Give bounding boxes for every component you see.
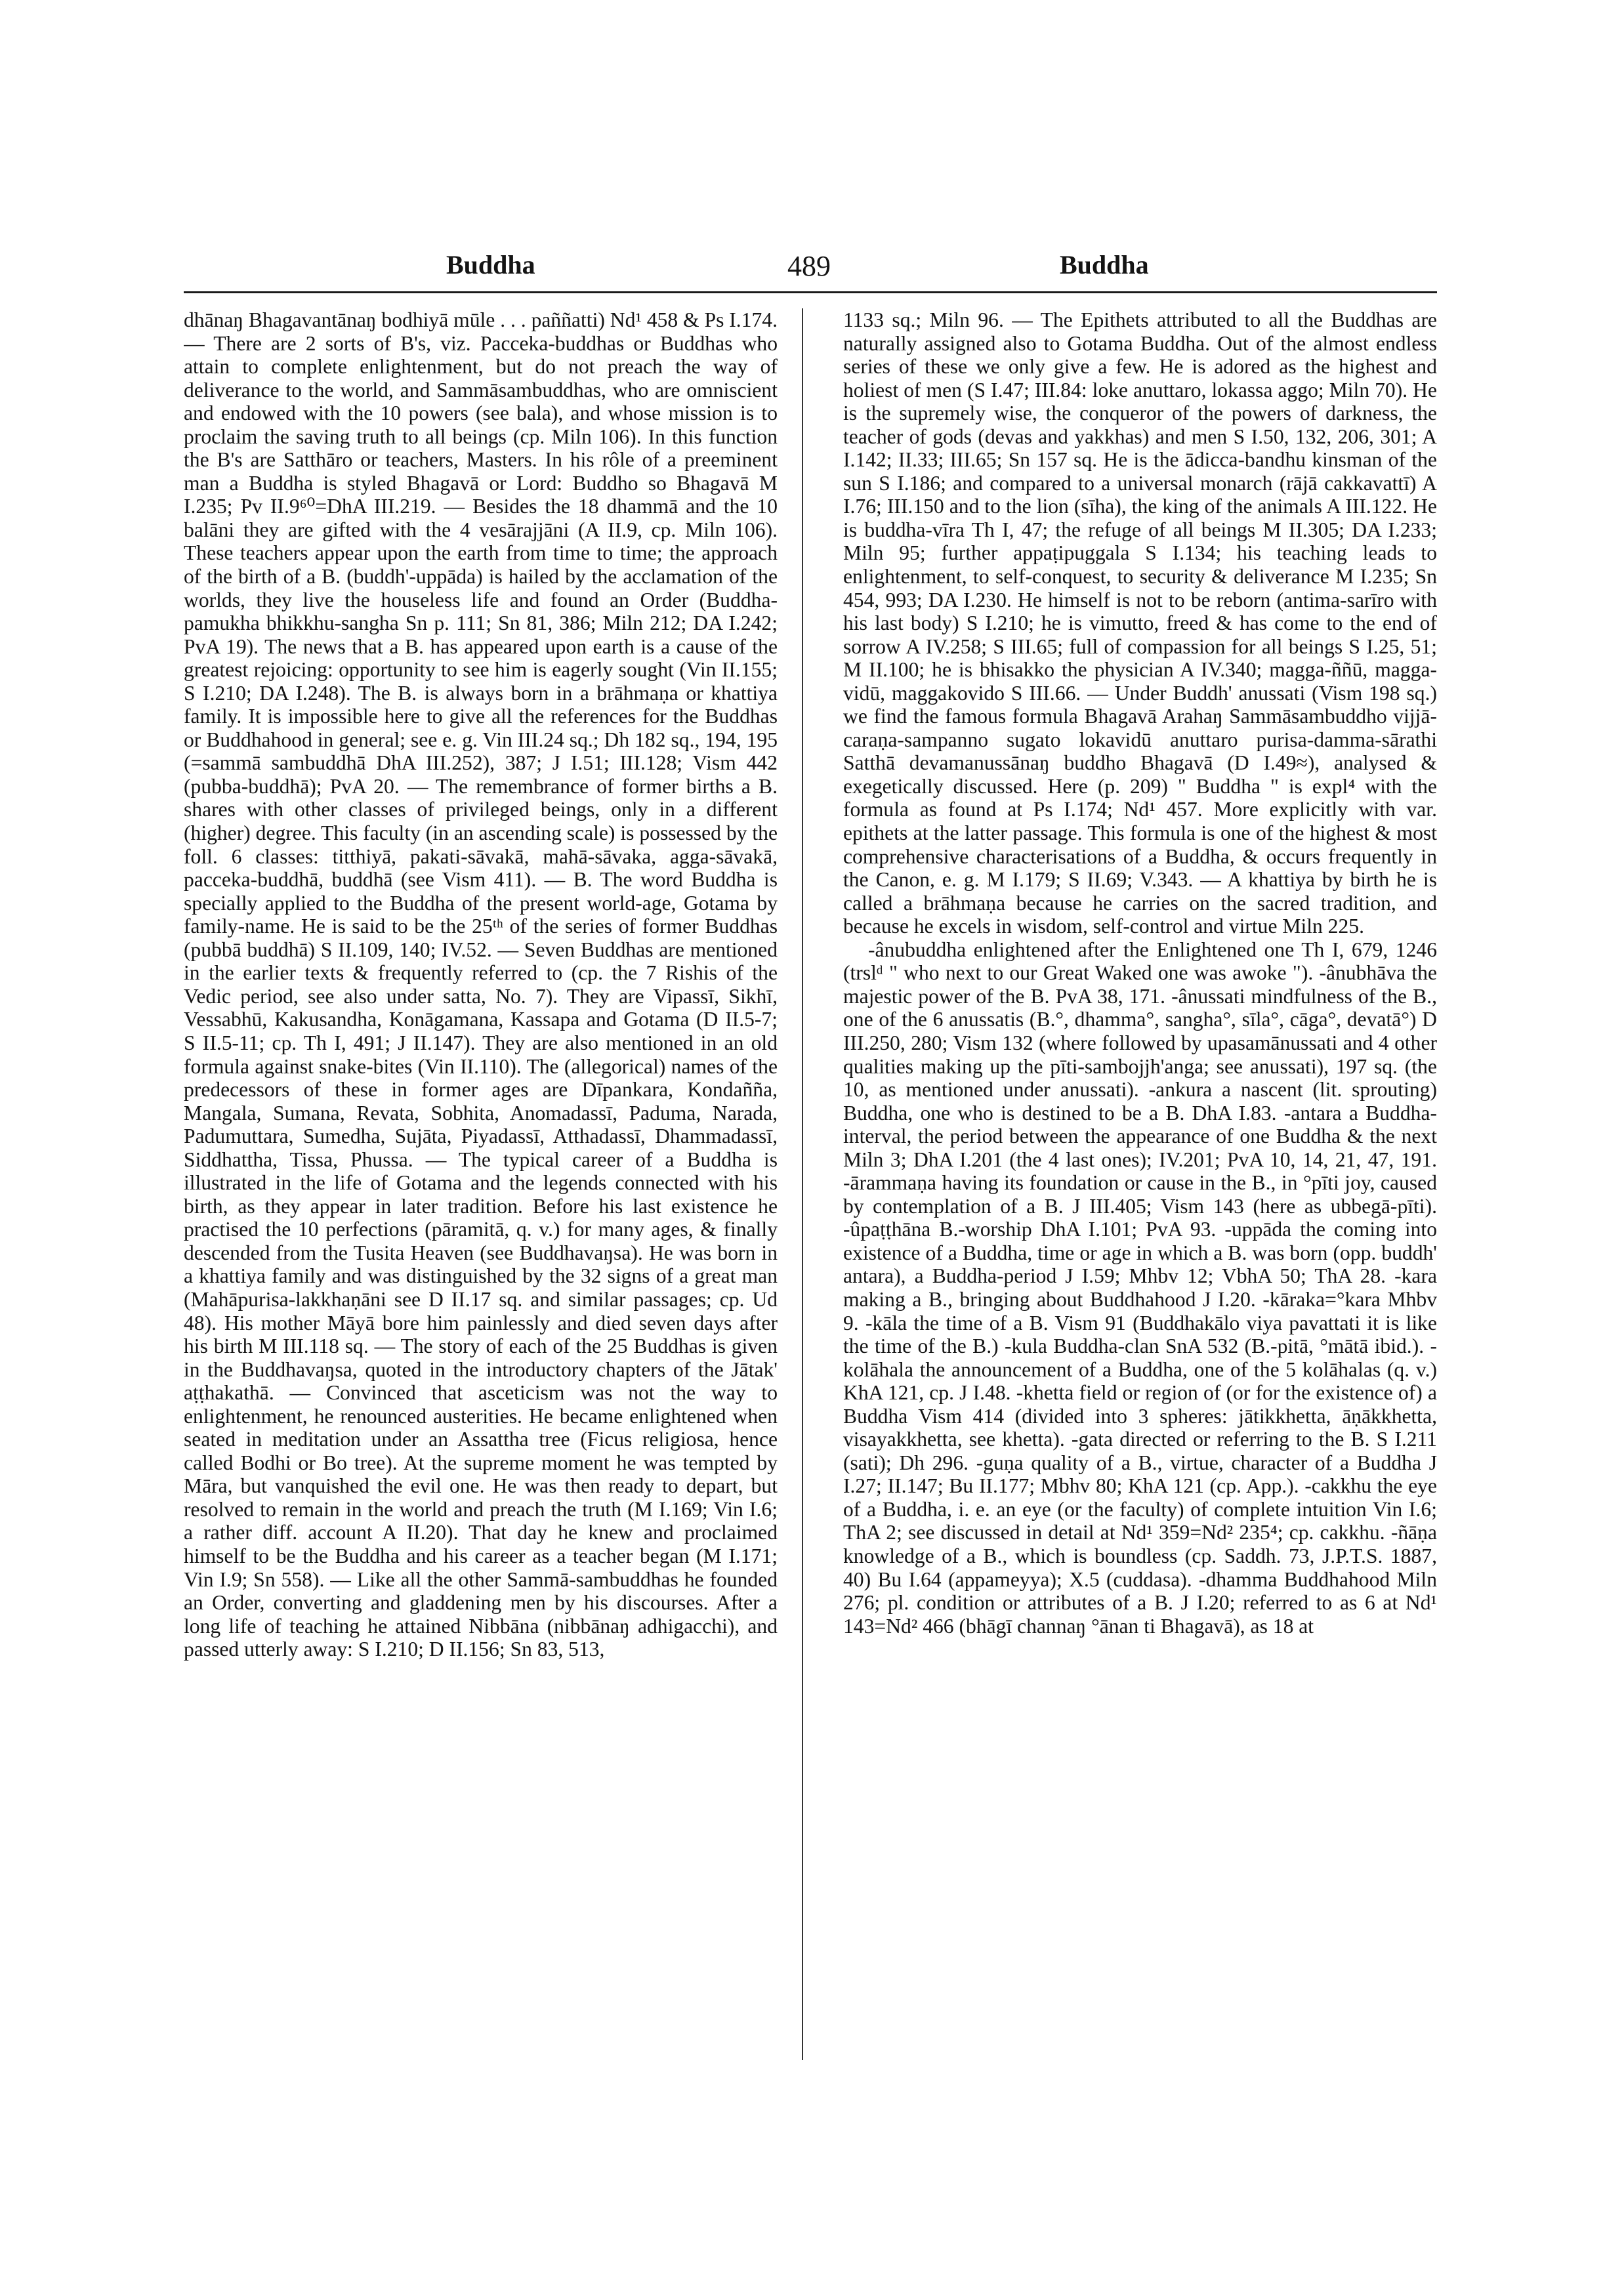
right-paragraph-2: -ânubuddha enlightened after the Enlightened one Th I, 679, 1246 (trslᵈ " who next to our Great Waked one was awoke "). -ânubhāva the majestic power of the B. PvA 38, 171. -ânussati mindfulness of the B., one of the 6 anussatis (B.°, dhamma°, sangha°, sīla°, cāga°, devatā°) D III.250, 280; Vism 132 (where followed by upasamānussati and 4 other qualities making up the pīti-sambojjh'anga; see anussati), 197 sq. (the 10, as mentioned under anussati). -ankura a nascent (lit. sprouting) Buddha, one who is destined to be a B. DhA I.83. -antara a Buddha-interval, the period between the appearance of one Buddha & the next Miln 3; DhA I.201 (the 4 last ones); IV.201; PvA 10, 14, 21, 47, 191. -ārammaṇa having its foundation or cause in the B., in °pīti joy, caused by contemplation of a B. J III.405; Vism 143 (here as ubbegā-pīti). -ûpaṭṭhāna B.-worship DhA I.101; PvA 93. -uppāda the coming into existence of a Buddha, time or age in which a B. was born (opp. buddh' antara), a Buddha-period J I.59; Mhbv 12; VbhA 50; ThA 28. -kara making a B., bringing about Buddhahood J I.20. -kāraka=°kara Mhbv 9. -kāla the time of a B. Vism 91 (Buddhakālo viya pavattati it is like the time of the B.) -kula Buddha-clan SnA 532 (B.-pitā, °mātā ibid.). -kolāhala the announcement of a Buddha, one of the 5 kolāhalas (q. v.) KhA 121, cp. J I.48. -khetta field or region of (or for the existence of) a Buddha Vism 414 (divided into 3 spheres: jātikkhetta, āṇākkhetta, visayakkhetta, see khetta). -gata directed or referring to the B. S I.211 (sati); Dh 296. -guṇa quality of a B., virtue, character of a Buddha J I.27; II.147; Bu II.177; Mbhv 80; KhA 121 (cp. App.). -cakkhu the eye of a Buddha, i. e. an eye (or the faculty) of complete intuition Vin I.6; ThA 2; see discussed in detail at Nd¹ 359=Nd² 235⁴; cp. cakkhu. -ñāṇa knowledge of a B., which is boundless (cp. Saddh. 73, J.P.T.S. 1887, 40) Bu I.64 (appameyya); X.5 (cuddasa). -dhamma Buddhahood Miln 276; pl. condition or attributes of a B. J I.20; referred to as 6 at Nd¹ 143=Nd² 466 (bhāgī channaŋ °ānan ti Bhagavā), as 18 at	[843, 938, 1437, 1638]
page-number: 489	[787, 250, 831, 282]
page-header	[184, 249, 1437, 302]
left-column	[184, 308, 778, 2073]
header-rule	[184, 291, 1437, 293]
left-headword: Buddha	[446, 250, 535, 279]
right-headword: Buddha	[1060, 250, 1149, 279]
right-column	[843, 308, 1437, 2073]
right-paragraph-1: 1133 sq.; Miln 96. — The Epithets attributed to all the Buddhas are naturally assigned also to Gotama Buddha. Out of the almost endless series of these we only give a few. He is adored as the highest and holiest of men (S I.47; III.84: loke anuttaro, lokassa aggo; Miln 70). He is the supremely wise, the conqueror of the powers of darkness, the teacher of gods (devas and yakkhas) and men S I.50, 132, 206, 301; A I.142; II.33; III.65; Sn 157 sq. He is the ādicca-bandhu kinsman of the sun S I.186; and compared to a universal monarch (rājā cakkavattī) A I.76; III.150 and to the lion (sīha), the king of the animals A III.122. He is buddha-vīra Th I, 47; the refuge of all beings M II.305; DA I.233; Miln 95; further appaṭipuggala S I.134; his teaching leads to enlightenment, to self-conquest, to security & deliverance M I.235; Sn 454, 993; DA I.230. He himself is not to be reborn (antima-sarīro with his last body) S I.210; he is vimutto, freed & has come to the end of sorrow A IV.258; S III.65; full of compassion for all beings S I.25, 51; M II.100; he is bhisakko the physician A IV.340; magga-ññū, magga-vidū, maggakovido S III.66. — Under Buddh' anussati (Vism 198 sq.) we find the famous formula Bhagavā Arahaŋ Sammāsambuddho vijjā-caraṇa-sampanno sugato lokavidū anuttaro purisa-damma-sārathi Satthā devamanussānaŋ buddho Bhagavā (D I.49≈), analysed & exegetically discussed. Here (p. 209) " Buddha " is expl⁴ with the formula as found at Ps I.174; Nd¹ 457. More explicitly with var. epithets at the latter passage. This formula is one of the highest & most comprehensive characterisations of a Buddha, & occurs frequently in the Canon, e. g. M I.179; S II.69; V.343. — A khattiya by birth he is called a brāhmaṇa because he carries on the sacred tradition, and because he excels in wisdom, self-control and virtue Miln 225.	[843, 308, 1437, 938]
left-paragraph-1: dhānaŋ Bhagavantānaŋ bodhiyā mūle . . . paññatti) Nd¹ 458 & Ps I.174. — There are 2 sorts of B's, viz. Pacceka-buddhas or Buddhas who attain to complete enlightenment, but do not preach the way of deliverance to the world, and Sammāsambuddhas, who are omniscient and endowed with the 10 powers (see bala), and whose mission is to proclaim the saving truth to all beings (cp. Miln 106). In this function the B's are Satthāro or teachers, Masters. In his rôle of a preeminent man a Buddha is styled Bhagavā or Lord: Buddho so Bhagavā M I.235; Pv II.9⁶⁰=DhA III.219. — Besides the 18 dhammā and the 10 balāni they are gifted with the 4 vesārajjāni (A II.9, cp. Miln 106). These teachers appear upon the earth from time to time; the approach of the birth of a B. (buddh'-uppāda) is hailed by the acclamation of the worlds, they live the houseless life and found an Order (Buddha-pamukha bhikkhu-sangha Sn p. 111; Sn 81, 386; Miln 212; DA I.242; PvA 19). The news that a B. has appeared upon earth is a cause of the greatest rejoicing: opportunity to see him is eagerly sought (Vin II.155; S I.210; DA I.248). The B. is always born in a brāhmaṇa or khattiya family. It is impossible here to give all the references for the Buddhas or Buddhahood in general; see e. g. Vin III.24 sq.; Dh 182 sq., 194, 195 (=sammā sambuddhā DhA III.252), 387; J I.51; III.128; Vism 442 (pubba-buddhā); PvA 20. — The remembrance of former births a B. shares with other classes of privileged beings, only in a different (higher) degree. This faculty (in an ascending scale) is possessed by the foll. 6 classes: titthiyā, pakati-sāvakā, mahā-sāvaka, agga-sāvakā, pacceka-buddhā, buddhā (see Vism 411). — B. The word Buddha is specially applied to the Buddha of the present world-age, Gotama by family-name. He is said to be the 25ᵗʰ of the series of former Buddhas (pubbā buddhā) S II.109, 140; IV.52. — Seven Buddhas are mentioned in the earlier texts & frequently referred to (cp. the 7 Rishis of the Vedic period, see also under satta, No. 7). They are Vipassī, Sikhī, Vessabhū, Kakusandha, Konāgamana, Kassapa and Gotama (D II.5-7; S II.5-11; cp. Th I, 491; J II.147). They are also mentioned in an old formula against snake-bites (Vin II.110). The (allegorical) names of the predecessors of these in former ages are Dīpankara, Kondañña, Mangala, Sumana, Revata, Sobhita, Anomadassī, Paduma, Narada, Padumuttara, Sumedha, Sujāta, Piyadassī, Atthadassī, Dhammadassī, Siddhattha, Tissa, Phussa. — The typical career of a Buddha is illustrated in the life of Gotama and the legends connected with his birth, as they appear in later tradition. Before his last existence he practised the 10 perfections (pāramitā, q. v.) for many ages, & finally descended from the Tusita Heaven (see Buddhavaŋsa). He was born in a khattiya family and was distinguished by the 32 signs of a great man (Mahāpurisa-lakkhaṇāni see D II.17 sq. and similar passages; cp. Ud 48). His mother Māyā bore him painlessly and died seven days after his birth M III.118 sq. — The story of each of the 25 Buddhas is given in the Buddhavaŋsa, quoted in the introductory chapters of the Jātak' aṭṭhakathā. — Convinced that asceticism was not the way to enlightenment, he renounced austerities. He became enlightened when seated in meditation under an Assattha tree (Ficus religiosa, hence called Bodhi or Bo tree). At the supreme moment he was tempted by Māra, but vanquished the evil one. He was then ready to depart, but resolved to remain in the world and preach the truth (M I.169; Vin I.6; a rather diff. account A II.20). That day he knew and proclaimed himself to be the Buddha and his career as a teacher began (M I.171; Vin I.9; Sn 558). — Like all the other Sammā-sambuddhas he founded an Order, converting and gladdening men by his discourses. After a long life of teaching he attained Nibbāna (nibbānaŋ adhigacchi), and passed utterly away: S I.210; D II.156; Sn 83, 513,	[184, 308, 778, 1661]
column-divider	[802, 308, 803, 2060]
